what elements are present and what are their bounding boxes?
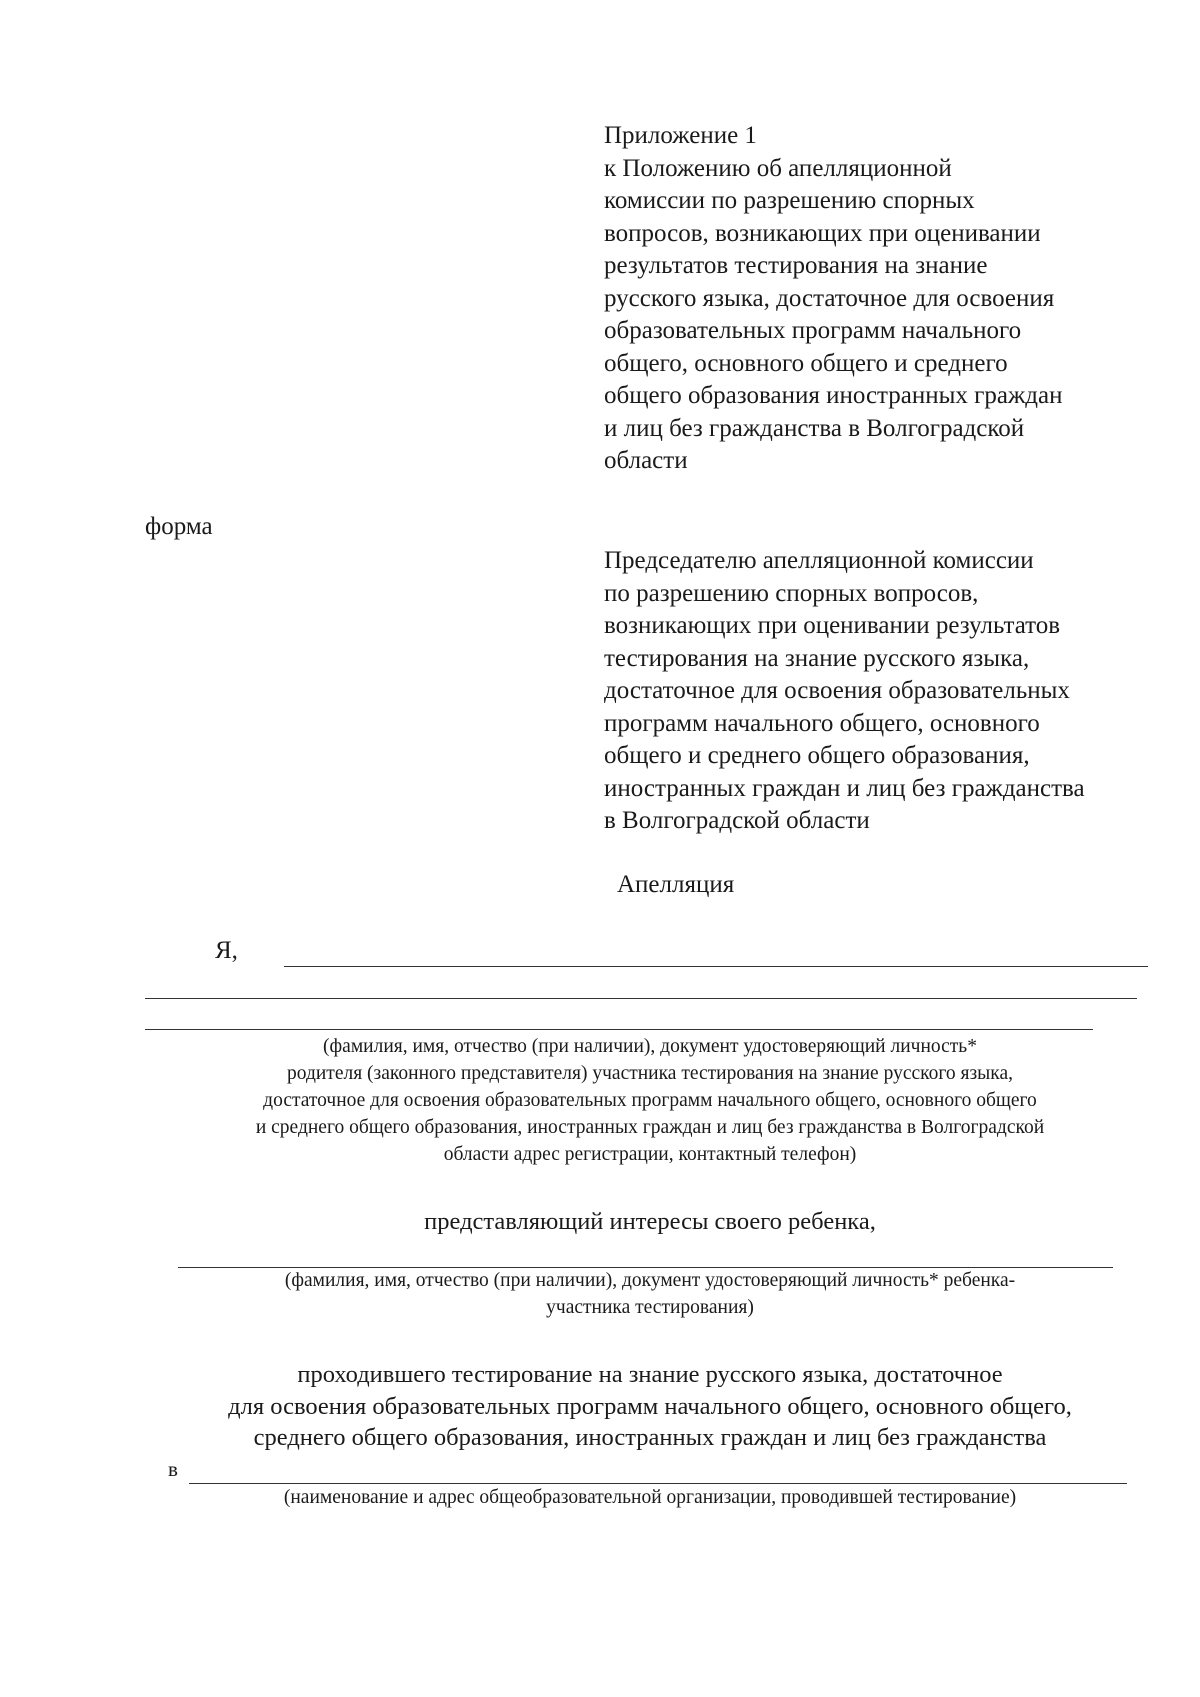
applicant-details-blank-2[interactable] (145, 1029, 1093, 1030)
parent-caption-line: (фамилия, имя, отчество (при наличии), документ удостоверяющий личность* (323, 1036, 977, 1057)
representing-text: представляющий интересы своего ребенка, (424, 1208, 876, 1235)
testing-statement-line: среднего общего образования, иностранных граждан и лиц без гражданства (253, 1424, 1047, 1451)
appendix-line: области (604, 447, 688, 474)
child-caption-line: участника тестирования) (546, 1297, 754, 1318)
parent-caption-line: достаточное для освоения образовательных программ начального общего, основного общего (263, 1090, 1037, 1111)
testing-statement-line: проходившего тестирование на знание русского языка, достаточное (297, 1361, 1003, 1388)
appendix-line: вопросов, возникающих при оценивании (604, 219, 1041, 247)
applicant-details-blank-1[interactable] (145, 998, 1137, 999)
parent-caption-line: области адрес регистрации, контактный телефон) (443, 1144, 857, 1165)
parent-caption-line: и среднего общего образования, иностранных граждан и лиц без гражданства в Волгоградской (255, 1117, 1045, 1138)
addressee-line: возникающих при оценивании результатов (604, 612, 1061, 639)
appendix-line: к Положению об апелляционной (604, 154, 952, 182)
testing-statement (120, 1359, 1180, 1454)
testing-statement-line: для освоения образовательных программ начального общего, основного общего, (228, 1392, 1072, 1420)
appendix-line: общего образования иностранных граждан (604, 382, 1063, 409)
document-title: Апелляция (617, 871, 735, 898)
child-caption-line: (фамилия, имя, отчество (при наличии), документ удостоверяющий личность* ребенка- (284, 1270, 1016, 1291)
applicant-name-blank[interactable] (284, 966, 1148, 967)
addressee-line: тестирования на знание русского языка, (604, 644, 1030, 672)
appendix-block (604, 120, 1063, 478)
addressee-line: достаточное для освоения образовательных (604, 677, 1070, 704)
addressee-line: программ начального общего, основного (604, 709, 1040, 737)
addressee-line: общего и среднего общего образования, (604, 742, 1030, 769)
appendix-line: Приложение 1 (604, 122, 757, 149)
addressee-line: иностранных граждан и лиц без гражданства (604, 774, 1085, 802)
org-caption: (наименование и адрес общеобразовательной организации, проводившей тестирование) (283, 1487, 1017, 1508)
appendix-line: общего, основного общего и среднего (604, 349, 1008, 377)
appendix-line: результатов тестирования на знание (604, 252, 988, 279)
addressee-line: в Волгоградской области (604, 807, 870, 834)
child-caption (120, 1267, 1180, 1321)
appendix-line: и лиц без гражданства в Волгоградской (604, 414, 1025, 442)
addressee-line: по разрешению спорных вопросов, (604, 579, 979, 607)
form-label: форма (145, 513, 213, 540)
appendix-line: комиссии по разрешению спорных (604, 187, 975, 214)
addressee-line: Председателю апелляционной комиссии (604, 547, 1034, 574)
addressee-block (604, 545, 1085, 838)
appendix-line: русского языка, достаточное для освоения (604, 284, 1055, 312)
org-prefix: в (168, 1457, 178, 1481)
parent-caption (120, 1033, 1180, 1168)
applicant-prefix: Я, (215, 937, 238, 964)
appendix-line: образовательных программ начального (604, 317, 1022, 344)
parent-caption-line: родителя (законного представителя) участника тестирования на знание русского языка, (287, 1063, 1013, 1084)
